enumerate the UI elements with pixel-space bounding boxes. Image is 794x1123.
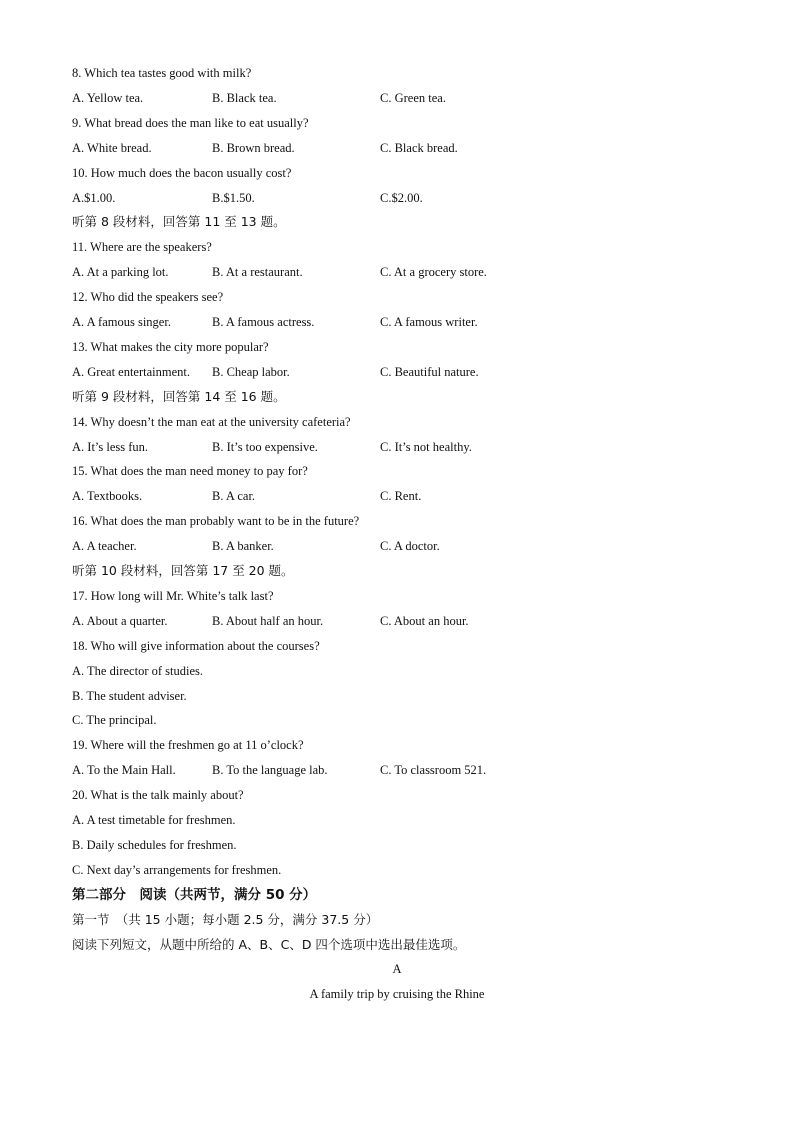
answer-option-c: C. Beautiful nature. xyxy=(380,364,479,379)
answer-option-c: C. A doctor. xyxy=(380,539,440,554)
answer-option-c: C. About an hour. xyxy=(380,613,469,628)
question-text: 17. How long will Mr. White’s talk last? xyxy=(72,588,274,603)
answer-option-b: B.$1.50. xyxy=(212,190,255,205)
answer-option-c: C. Green tea. xyxy=(380,90,446,105)
answer-option-a: A. About a quarter. xyxy=(72,613,168,628)
answer-option-a: A. To the Main Hall. xyxy=(72,763,176,778)
answer-option-b: B. Black tea. xyxy=(212,90,277,105)
answer-option-a: A. Yellow tea. xyxy=(72,90,144,105)
answer-option-b: B. To the language lab. xyxy=(212,763,328,778)
passage-title: A xyxy=(392,962,402,977)
section-instruction: 听第 10 段材料，回答第 17 至 20 题。 xyxy=(72,563,294,578)
question-text: 18. Who will give information about the courses? xyxy=(72,638,320,653)
question-text: 10. How much does the bacon usually cost? xyxy=(72,165,292,180)
question-text: 16. What does the man probably want to be in the future? xyxy=(72,514,360,529)
answer-option-c: C.$2.00. xyxy=(380,190,423,205)
question-text: 13. What makes the city more popular? xyxy=(72,339,269,354)
answer-option-a: A. It’s less fun. xyxy=(72,439,149,454)
answer-option-c: C. Rent. xyxy=(380,489,422,504)
question-text: A. A test timetable for freshmen. xyxy=(72,813,236,827)
question-text: C. The principal. xyxy=(72,713,157,728)
answer-option-b: B. A famous actress. xyxy=(212,315,315,329)
answer-option-c: C. To classroom 521. xyxy=(380,763,487,778)
answer-option-b: B. It’s too expensive. xyxy=(212,439,318,454)
answer-option-a: A. Great entertainment. xyxy=(72,364,191,379)
section-instruction: 听第 8 段材料，回答第 11 至 13 题。 xyxy=(72,214,286,230)
answer-option-b: B. About half an hour. xyxy=(212,613,324,628)
part-heading: 第二部分 阅读（共两节，满分 50 分） xyxy=(72,886,317,903)
section-instruction: 听第 9 段材料，回答第 14 至 16 题。 xyxy=(72,388,286,404)
question-text: C. Next day’s arrangements for freshmen. xyxy=(72,862,282,877)
answer-option-b: B. A banker. xyxy=(212,539,274,554)
question-text: 15. What does the man need money to pay for? xyxy=(72,464,308,479)
question-text: A. The director of studies. xyxy=(72,663,203,678)
section-instruction: 阅读下列短文，从题中所给的 A、B、C、D 四个选项中选出最佳选项。 xyxy=(72,936,466,952)
answer-option-a: A. Textbooks. xyxy=(72,489,143,504)
question-text: 9. What bread does the man like to eat usually? xyxy=(72,115,309,130)
question-text: 19. Where will the freshmen go at 11 o’clock? xyxy=(72,738,304,753)
answer-option-c: C. A famous writer. xyxy=(380,315,478,329)
question-text: 8. Which tea tastes good with milk? xyxy=(72,66,252,80)
answer-option-b: B. Cheap labor. xyxy=(212,364,290,379)
answer-option-b: B. Brown bread. xyxy=(212,140,295,155)
answer-option-a: A. A teacher. xyxy=(72,539,137,554)
answer-option-c: C. Black bread. xyxy=(380,140,458,155)
question-text: 20. What is the talk mainly about? xyxy=(72,788,244,803)
answer-option-c: C. At a grocery store. xyxy=(380,265,487,280)
question-text: 11. Where are the speakers? xyxy=(72,240,212,255)
answer-option-c: C. It’s not healthy. xyxy=(380,439,472,454)
section-instruction: 第一节 （共 15 小题；每小题 2.5 分，满分 37.5 分） xyxy=(72,911,379,927)
question-text: 12. Who did the speakers see? xyxy=(72,290,224,305)
answer-option-a: A. White bread. xyxy=(72,140,152,155)
question-text: B. Daily schedules for freshmen. xyxy=(72,837,237,852)
answer-option-a: A. A famous singer. xyxy=(72,315,171,329)
passage-title: A family trip by cruising the Rhine xyxy=(309,987,485,1002)
answer-option-b: B. At a restaurant. xyxy=(212,265,303,280)
answer-option-b: B. A car. xyxy=(212,489,256,504)
question-text: 14. Why doesn’t the man eat at the university cafeteria? xyxy=(72,414,351,429)
answer-option-a: A.$1.00. xyxy=(72,190,116,205)
answer-option-a: A. At a parking lot. xyxy=(72,265,169,280)
question-text: B. The student adviser. xyxy=(72,688,187,703)
